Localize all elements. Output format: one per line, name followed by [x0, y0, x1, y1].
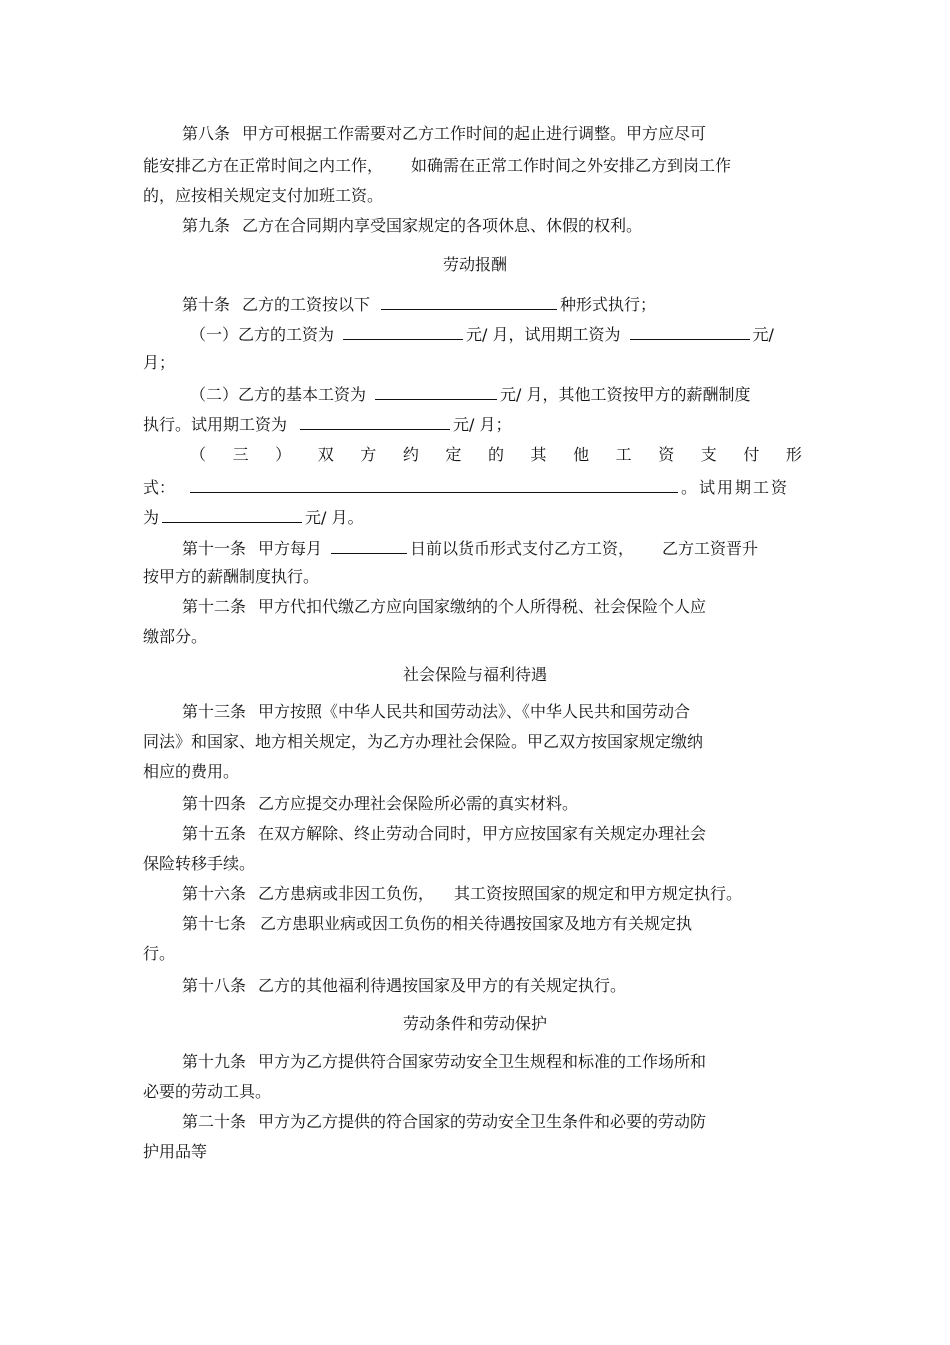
art10-item1-cont — [143, 353, 803, 373]
art10-item1-a: （一）乙方的工资为 — [190, 325, 335, 344]
art20-line2 — [143, 1142, 803, 1162]
art18-line — [182, 976, 842, 996]
art17-line1 — [182, 914, 842, 934]
art9-line — [182, 216, 842, 236]
art10-item1-d: 月； — [143, 353, 176, 372]
art16-text-a: 乙方患病或非因工负伤， — [258, 884, 435, 903]
art10-item3-char: ） — [275, 445, 292, 464]
art11-text-c: 乙方工资晋升 — [662, 539, 759, 558]
art10-probation-salary-blank[interactable] — [630, 323, 750, 340]
art11-text-a: 甲方每月 — [258, 539, 323, 558]
art20-text1: 甲方为乙方提供的符合国家的劳动安全卫生条件和必要的劳动防 — [258, 1112, 707, 1131]
art10-item3-char: 付 — [743, 445, 760, 464]
art16-line — [182, 884, 842, 904]
art19-text2: 必要的劳动工具。 — [143, 1082, 272, 1101]
art19-head: 第十九条 — [182, 1052, 247, 1071]
art11-line1 — [182, 537, 842, 559]
art10-salary-blank[interactable] — [343, 323, 463, 340]
art10-probation-blank-2[interactable] — [300, 413, 450, 430]
art10-probation-blank-3[interactable] — [162, 506, 302, 523]
art19-text1: 甲方为乙方提供符合国家劳动安全卫生规程和标准的工作场所和 — [258, 1052, 707, 1071]
art8-text2b: 如确需在正常工作时间之外安排乙方到岗工作 — [411, 156, 732, 175]
art12-head: 第十二条 — [182, 597, 247, 616]
art18-head: 第十八条 — [182, 976, 247, 995]
art17-line2 — [143, 944, 803, 964]
art10-item1-c: 元/ — [752, 325, 774, 344]
art9-text: 乙方在合同期内享受国家规定的各项休息、休假的权利。 — [242, 216, 643, 235]
art12-text2: 缴部分。 — [143, 627, 208, 646]
art10-item3-char: 方 — [360, 445, 377, 464]
art11-head: 第十一条 — [182, 539, 247, 558]
art10-text-b: 种形式执行； — [560, 295, 657, 314]
art8-text2a: 能安排乙方在正常时间之内工作， — [143, 156, 384, 175]
art13-text3: 相应的费用。 — [143, 762, 240, 781]
art17-text2: 行。 — [143, 944, 176, 963]
art17-text1: 乙方患职业病或因工负伤的相关待遇按国家及地方有关规定执 — [260, 914, 693, 933]
art10-form-count-blank[interactable] — [381, 293, 557, 310]
art14-head: 第十四条 — [182, 794, 247, 813]
art9-head: 第九条 — [182, 216, 231, 235]
art15-text2: 保险转移手续。 — [143, 854, 256, 873]
art10-item3-char: 其 — [530, 445, 547, 464]
art10-item3-char: 工 — [615, 445, 632, 464]
art11-text-d: 按甲方的薪酬制度执行。 — [143, 567, 320, 586]
art10-item3-char: 三 — [232, 445, 249, 464]
art19-line1 — [182, 1052, 842, 1072]
art10-text-a: 乙方的工资按以下 — [242, 295, 371, 314]
art11-text-b: 日前以货币形式支付乙方工资， — [410, 539, 635, 558]
art10-base-salary-blank[interactable] — [375, 383, 497, 400]
art14-line — [182, 794, 842, 814]
art20-head: 第二十条 — [182, 1112, 247, 1131]
art10-item2-b: 元/ 月，其他工资按甲方的薪酬制度 — [500, 385, 751, 404]
art20-text2: 护用品等 — [143, 1142, 208, 1161]
art10-item2-line — [190, 383, 802, 405]
art8-text1: 甲方可根据工作需要对乙方工作时间的起止进行调整。甲方应尽可 — [242, 124, 707, 143]
art12-line2 — [143, 627, 803, 647]
art15-line2 — [143, 854, 803, 874]
art10-item3-cont — [143, 476, 803, 498]
art13-text1: 甲方按照《中华人民共和国劳动法》、《中华人民共和国劳动合 — [258, 702, 691, 721]
art10-item2-cont — [143, 413, 803, 435]
art10-item1-line — [190, 323, 802, 345]
art13-line2 — [143, 732, 803, 752]
art8-line2 — [143, 156, 803, 176]
art17-head: 第十七条 — [182, 914, 247, 933]
art10-item3-e: 元/ 月。 — [305, 508, 364, 527]
art10-item3-c: 。试用期工资 — [681, 478, 790, 497]
art11-line2 — [143, 567, 803, 587]
art13-text2: 同法》和国家、地方相关规定，为乙方办理社会保险。甲乙双方按国家规定缴纳 — [143, 732, 704, 751]
art10-item3-char: 双 — [317, 445, 334, 464]
section-heading-conditions: 劳动条件和劳动保护 — [402, 1014, 547, 1033]
art15-head: 第十五条 — [182, 824, 247, 843]
art10-item3-d: 为 — [143, 508, 160, 527]
art18-text: 乙方的其他福利待遇按国家及甲方的有关规定执行。 — [258, 976, 627, 995]
art12-text1: 甲方代扣代缴乙方应向国家缴纳的个人所得税、社会保险个人应 — [258, 597, 707, 616]
art10-item3-char: 他 — [573, 445, 590, 464]
art14-text: 乙方应提交办理社会保险所必需的真实材料。 — [258, 794, 579, 813]
art12-line1 — [182, 597, 842, 617]
art10-item3-b: 式： — [143, 478, 176, 497]
art15-text1: 在双方解除、终止劳动合同时，甲方应按国家有关规定办理社会 — [258, 824, 707, 843]
art10-item2-a: （二）乙方的基本工资为 — [190, 385, 367, 404]
art10-item3-char: 的 — [487, 445, 504, 464]
art10-item1-b: 元/ 月，试用期工资为 — [466, 325, 621, 344]
art10-item3-char: （ — [190, 445, 207, 464]
art19-line2 — [143, 1082, 803, 1102]
art10-item3-char: 定 — [445, 445, 462, 464]
art8-line1 — [182, 124, 842, 144]
art10-other-payment-blank[interactable] — [190, 476, 678, 493]
art20-line1 — [182, 1112, 842, 1132]
art10-item3-char: 形 — [785, 445, 802, 464]
art10-item2-c: 执行。试用期工资为 — [143, 415, 288, 434]
art13-line3 — [143, 762, 803, 782]
art15-line1 — [182, 824, 842, 844]
section-heading-pay: 劳动报酬 — [442, 255, 507, 274]
art10-item2-d: 元/ 月； — [453, 415, 512, 434]
art11-payday-blank[interactable] — [331, 537, 407, 554]
art8-text3: 的，应按相关规定支付加班工资。 — [143, 186, 384, 205]
art10-item3-end — [143, 506, 803, 528]
art10-item3-char: 支 — [700, 445, 717, 464]
art8-head: 第八条 — [182, 124, 231, 143]
art8-line3 — [143, 186, 803, 206]
art10-head: 第十条 — [182, 295, 231, 314]
art13-line1 — [182, 702, 842, 722]
art10-item3-char: 资 — [658, 445, 675, 464]
art10-item3-char: 约 — [402, 445, 419, 464]
section-heading-social: 社会保险与福利待遇 — [402, 665, 547, 684]
art10-item3-line — [190, 445, 802, 465]
art13-head: 第十三条 — [182, 702, 247, 721]
art10-line1 — [182, 293, 842, 315]
art16-text-b: 其工资按照国家的规定和甲方规定执行。 — [454, 884, 743, 903]
art16-head: 第十六条 — [182, 884, 247, 903]
